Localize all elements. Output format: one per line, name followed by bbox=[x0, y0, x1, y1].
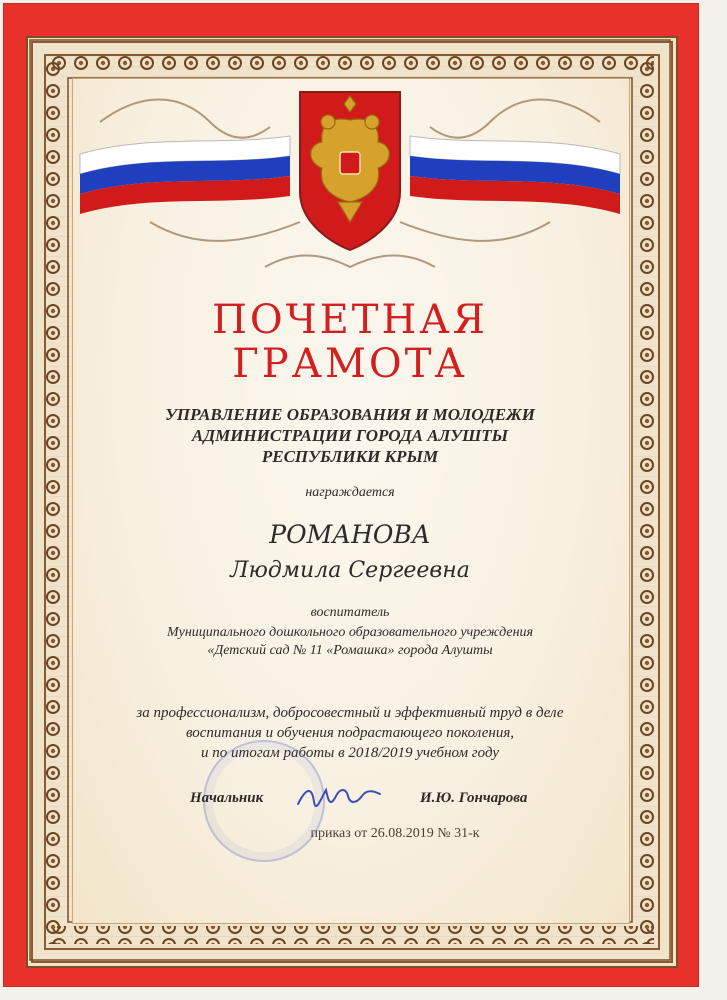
certificate-title-line2: ГРАМОТА bbox=[232, 341, 468, 387]
russian-flag-ribbon-left bbox=[80, 136, 290, 214]
flag-ribbon-banner bbox=[60, 82, 640, 282]
organization-line-3: РЕСПУБЛИКИ КРЫМ bbox=[261, 447, 439, 466]
recipient-surname: РОМАНОВА bbox=[269, 520, 431, 549]
signatory-title: Начальник bbox=[190, 790, 264, 806]
certificate-title-line1: ПОЧЕТНАЯ bbox=[212, 297, 488, 343]
institution-line-2: «Детский сад № 11 «Ромашка» города Алушты bbox=[207, 643, 493, 658]
recipient-given-name: Людмила Сергеевна bbox=[230, 558, 470, 583]
order-reference: приказ от 26.08.2019 № 31-к bbox=[310, 826, 480, 841]
institution-line-1: Муниципального дошкольного образовательного учреждения bbox=[166, 625, 534, 640]
reason-line-3: и по итогам работы в 2018/2019 учебном году bbox=[201, 745, 499, 761]
awarded-label: награждается bbox=[305, 485, 395, 500]
signatory-name: И.Ю. Гончарова bbox=[420, 790, 528, 806]
recipient-position: воспитатель bbox=[310, 605, 390, 620]
reason-line-2: воспитания и обучения подрастающего поколения, bbox=[185, 725, 515, 741]
coat-of-arms-icon bbox=[300, 92, 400, 250]
signature-row bbox=[150, 786, 580, 816]
organization-line-2: АДМИНИСТРАЦИИ ГОРОДА АЛУШТЫ bbox=[191, 426, 509, 445]
reason-line-1: за профессионализм, добросовестный и эффективный труд в деле bbox=[136, 705, 564, 721]
russian-flag-ribbon-right bbox=[410, 136, 620, 214]
organization-line-1: УПРАВЛЕНИЕ ОБРАЗОВАНИЯ И МОЛОДЕЖИ bbox=[165, 405, 535, 424]
